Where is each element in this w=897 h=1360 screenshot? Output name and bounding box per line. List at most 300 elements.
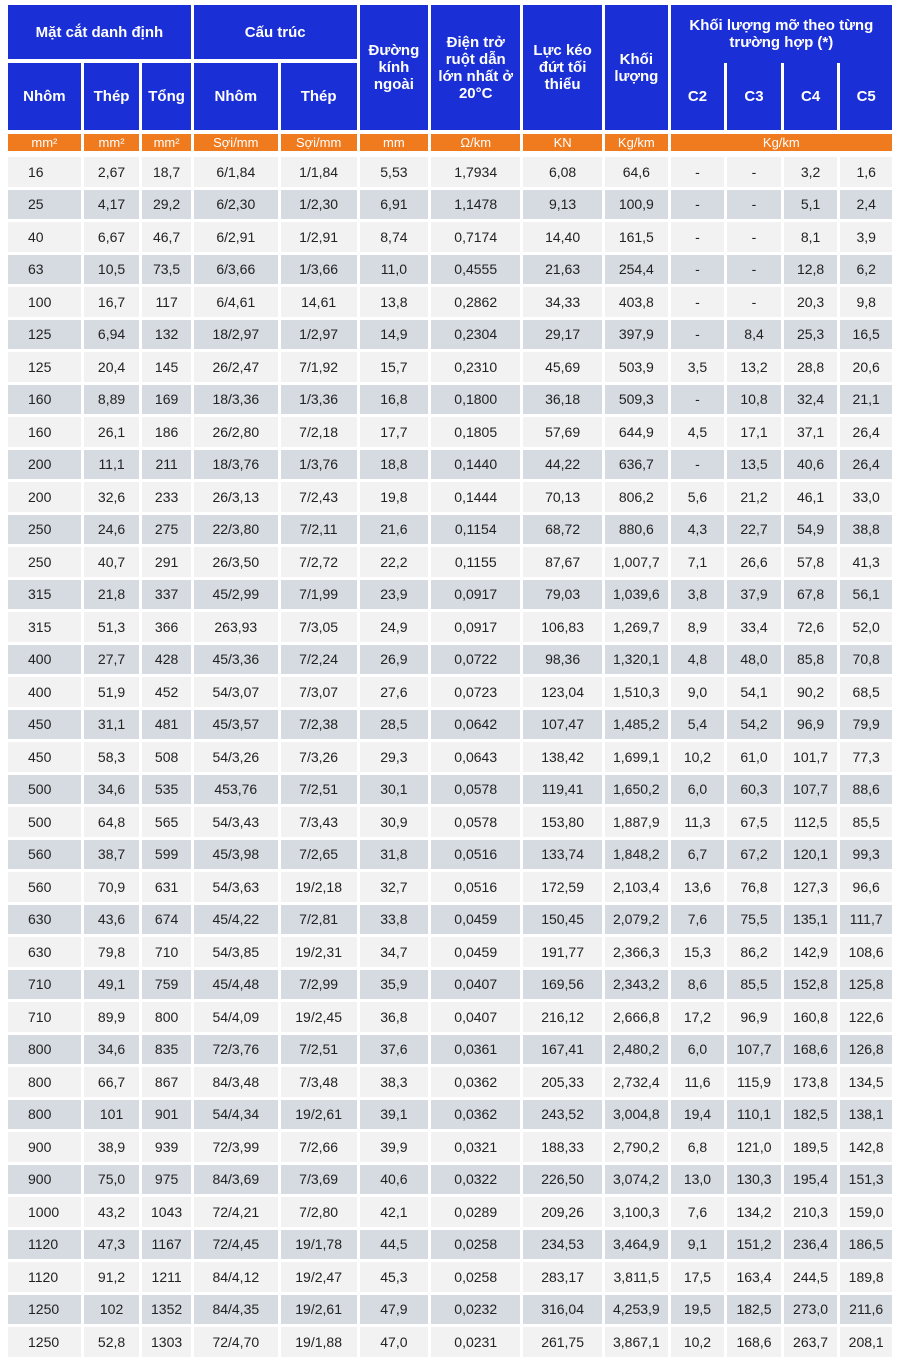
cell-steel-area: 21,8 bbox=[84, 580, 140, 613]
cell-breaking-force: 188,33 bbox=[523, 1132, 602, 1165]
cell-steel-area: 27,7 bbox=[84, 645, 140, 678]
cell-resistance: 0,0516 bbox=[431, 872, 520, 905]
cell-weight: 64,6 bbox=[605, 157, 668, 190]
cell-resistance: 0,0578 bbox=[431, 775, 520, 808]
cell-total-area: 233 bbox=[142, 482, 191, 515]
cell-resistance: 0,1444 bbox=[431, 482, 520, 515]
cell-aluminium-area: 1000 bbox=[8, 1197, 81, 1230]
cell-resistance: 0,0643 bbox=[431, 742, 520, 775]
table-row bbox=[8, 450, 892, 483]
cell-breaking-force: 133,74 bbox=[523, 840, 602, 873]
cell-aluminium-area: 25 bbox=[8, 190, 81, 223]
cell-grease-c3: 13,5 bbox=[727, 450, 781, 483]
cell-grease-c4: 173,8 bbox=[784, 1067, 838, 1100]
cell-steel-area: 11,1 bbox=[84, 450, 140, 483]
cell-grease-c3: 37,9 bbox=[727, 580, 781, 613]
cell-grease-c5: 159,0 bbox=[840, 1197, 892, 1230]
cell-grease-c5: 1,6 bbox=[840, 157, 892, 190]
cell-aluminium-area: 500 bbox=[8, 775, 81, 808]
unit-structure-aluminium: Sợi/mm bbox=[194, 134, 278, 151]
cell-grease-c5: 20,6 bbox=[840, 352, 892, 385]
cell-steel-strands: 7/3,48 bbox=[281, 1067, 357, 1100]
cell-aluminium-area: 710 bbox=[8, 1002, 81, 1035]
header-structure: Cấu trúc bbox=[194, 5, 357, 59]
cell-grease-c2: 6,8 bbox=[671, 1132, 725, 1165]
table-row bbox=[8, 970, 892, 1003]
cell-outer-diameter: 14,9 bbox=[360, 320, 429, 353]
cell-total-area: 939 bbox=[142, 1132, 191, 1165]
cell-steel-area: 75,0 bbox=[84, 1165, 140, 1198]
table-row bbox=[8, 320, 892, 353]
cell-aluminium-strands: 45/3,98 bbox=[194, 840, 278, 873]
cell-outer-diameter: 37,6 bbox=[360, 1035, 429, 1068]
cell-weight: 2,480,2 bbox=[605, 1035, 668, 1068]
cell-aluminium-strands: 72/4,70 bbox=[194, 1327, 278, 1360]
cell-aluminium-area: 1250 bbox=[8, 1295, 81, 1328]
cell-total-area: 674 bbox=[142, 905, 191, 938]
cell-grease-c4: 40,6 bbox=[784, 450, 838, 483]
cell-weight: 2,790,2 bbox=[605, 1132, 668, 1165]
cell-grease-c4: 46,1 bbox=[784, 482, 838, 515]
cell-grease-c4: 12,8 bbox=[784, 255, 838, 288]
cell-steel-strands: 19/2,61 bbox=[281, 1295, 357, 1328]
cell-grease-c2: 10,2 bbox=[671, 742, 725, 775]
cell-resistance: 0,1800 bbox=[431, 385, 520, 418]
cell-grease-c5: 122,6 bbox=[840, 1002, 892, 1035]
cell-grease-c5: 186,5 bbox=[840, 1230, 892, 1263]
cell-weight: 3,811,5 bbox=[605, 1262, 668, 1295]
cell-outer-diameter: 23,9 bbox=[360, 580, 429, 613]
cell-grease-c4: 90,2 bbox=[784, 677, 838, 710]
cell-resistance: 0,0231 bbox=[431, 1327, 520, 1360]
cell-resistance: 0,0361 bbox=[431, 1035, 520, 1068]
cell-outer-diameter: 24,9 bbox=[360, 612, 429, 645]
cell-weight: 2,732,4 bbox=[605, 1067, 668, 1100]
cell-steel-area: 8,89 bbox=[84, 385, 140, 418]
cell-steel-strands: 7/2,38 bbox=[281, 710, 357, 743]
table-row bbox=[8, 872, 892, 905]
cell-total-area: 29,2 bbox=[142, 190, 191, 223]
cell-weight: 2,079,2 bbox=[605, 905, 668, 938]
cell-outer-diameter: 22,2 bbox=[360, 547, 429, 580]
units-row bbox=[8, 134, 892, 151]
cell-grease-c2: 11,3 bbox=[671, 807, 725, 840]
cell-grease-c4: 8,1 bbox=[784, 222, 838, 255]
cell-steel-strands: 7/3,26 bbox=[281, 742, 357, 775]
cell-grease-c2: - bbox=[671, 287, 725, 320]
cell-steel-area: 34,6 bbox=[84, 1035, 140, 1068]
cell-steel-strands: 7/1,92 bbox=[281, 352, 357, 385]
cell-steel-strands: 7/2,99 bbox=[281, 970, 357, 1003]
cell-aluminium-strands: 26/2,80 bbox=[194, 417, 278, 450]
table-row bbox=[8, 1165, 892, 1198]
cell-total-area: 599 bbox=[142, 840, 191, 873]
cell-weight: 1,699,1 bbox=[605, 742, 668, 775]
cell-weight: 636,7 bbox=[605, 450, 668, 483]
cell-aluminium-strands: 54/3,63 bbox=[194, 872, 278, 905]
table-row bbox=[8, 352, 892, 385]
cell-grease-c4: 263,7 bbox=[784, 1327, 838, 1360]
cell-grease-c2: - bbox=[671, 450, 725, 483]
cell-outer-diameter: 18,8 bbox=[360, 450, 429, 483]
cell-breaking-force: 169,56 bbox=[523, 970, 602, 1003]
cell-total-area: 337 bbox=[142, 580, 191, 613]
cell-aluminium-strands: 84/3,69 bbox=[194, 1165, 278, 1198]
cell-total-area: 73,5 bbox=[142, 255, 191, 288]
cell-resistance: 0,4555 bbox=[431, 255, 520, 288]
cell-resistance: 0,0578 bbox=[431, 807, 520, 840]
cell-grease-c4: 168,6 bbox=[784, 1035, 838, 1068]
cell-steel-area: 70,9 bbox=[84, 872, 140, 905]
cell-steel-area: 10,5 bbox=[84, 255, 140, 288]
table-row bbox=[8, 1295, 892, 1328]
cell-breaking-force: 123,04 bbox=[523, 677, 602, 710]
cell-weight: 1,510,3 bbox=[605, 677, 668, 710]
cell-grease-c3: 134,2 bbox=[727, 1197, 781, 1230]
cell-steel-strands: 19/2,18 bbox=[281, 872, 357, 905]
cell-grease-c4: 57,8 bbox=[784, 547, 838, 580]
cell-grease-c3: 17,1 bbox=[727, 417, 781, 450]
cell-grease-c3: 33,4 bbox=[727, 612, 781, 645]
cell-grease-c2: 13,0 bbox=[671, 1165, 725, 1198]
cell-outer-diameter: 6,91 bbox=[360, 190, 429, 223]
cell-grease-c2: 8,6 bbox=[671, 970, 725, 1003]
cell-steel-strands: 1/2,91 bbox=[281, 222, 357, 255]
cell-grease-c2: 4,3 bbox=[671, 515, 725, 548]
unit-weight: Kg/km bbox=[605, 134, 668, 151]
cell-grease-c2: 19,5 bbox=[671, 1295, 725, 1328]
cell-steel-strands: 7/2,65 bbox=[281, 840, 357, 873]
cell-total-area: 975 bbox=[142, 1165, 191, 1198]
cell-grease-c2: 17,5 bbox=[671, 1262, 725, 1295]
cell-resistance: 0,0258 bbox=[431, 1230, 520, 1263]
cell-grease-c3: 168,6 bbox=[727, 1327, 781, 1360]
cell-outer-diameter: 33,8 bbox=[360, 905, 429, 938]
cell-grease-c2: - bbox=[671, 222, 725, 255]
cell-breaking-force: 98,36 bbox=[523, 645, 602, 678]
cell-grease-c4: 25,3 bbox=[784, 320, 838, 353]
cell-aluminium-area: 560 bbox=[8, 872, 81, 905]
table-row bbox=[8, 1262, 892, 1295]
cell-steel-strands: 7/2,51 bbox=[281, 775, 357, 808]
cell-steel-area: 49,1 bbox=[84, 970, 140, 1003]
cell-weight: 1,485,2 bbox=[605, 710, 668, 743]
cell-aluminium-strands: 54/4,09 bbox=[194, 1002, 278, 1035]
header-outer-diameter: Đường kính ngoài bbox=[360, 5, 429, 130]
cell-grease-c4: 120,1 bbox=[784, 840, 838, 873]
cell-grease-c5: 142,8 bbox=[840, 1132, 892, 1165]
cell-grease-c2: 3,8 bbox=[671, 580, 725, 613]
cell-aluminium-area: 1120 bbox=[8, 1262, 81, 1295]
cell-grease-c4: 210,3 bbox=[784, 1197, 838, 1230]
cell-breaking-force: 14,40 bbox=[523, 222, 602, 255]
cell-outer-diameter: 47,9 bbox=[360, 1295, 429, 1328]
cell-grease-c5: 16,5 bbox=[840, 320, 892, 353]
cell-grease-c4: 182,5 bbox=[784, 1100, 838, 1133]
cell-grease-c5: 6,2 bbox=[840, 255, 892, 288]
cell-grease-c4: 5,1 bbox=[784, 190, 838, 223]
cell-grease-c4: 107,7 bbox=[784, 775, 838, 808]
cell-total-area: 1167 bbox=[142, 1230, 191, 1263]
cell-total-area: 18,7 bbox=[142, 157, 191, 190]
cell-grease-c4: 96,9 bbox=[784, 710, 838, 743]
cell-outer-diameter: 45,3 bbox=[360, 1262, 429, 1295]
cell-grease-c3: - bbox=[727, 157, 781, 190]
cell-outer-diameter: 32,7 bbox=[360, 872, 429, 905]
cell-grease-c4: 101,7 bbox=[784, 742, 838, 775]
cell-breaking-force: 107,47 bbox=[523, 710, 602, 743]
cell-grease-c2: 5,6 bbox=[671, 482, 725, 515]
cell-resistance: 0,2862 bbox=[431, 287, 520, 320]
cell-resistance: 0,0362 bbox=[431, 1100, 520, 1133]
cell-resistance: 0,0516 bbox=[431, 840, 520, 873]
cell-aluminium-area: 40 bbox=[8, 222, 81, 255]
cell-total-area: 867 bbox=[142, 1067, 191, 1100]
cell-steel-strands: 7/2,24 bbox=[281, 645, 357, 678]
cell-steel-area: 89,9 bbox=[84, 1002, 140, 1035]
cell-steel-strands: 7/1,99 bbox=[281, 580, 357, 613]
cell-grease-c2: 6,0 bbox=[671, 775, 725, 808]
cell-grease-c3: 130,3 bbox=[727, 1165, 781, 1198]
cell-breaking-force: 44,22 bbox=[523, 450, 602, 483]
cell-steel-area: 38,7 bbox=[84, 840, 140, 873]
cell-grease-c5: 126,8 bbox=[840, 1035, 892, 1068]
cell-steel-area: 2,67 bbox=[84, 157, 140, 190]
cell-breaking-force: 119,41 bbox=[523, 775, 602, 808]
cell-steel-strands: 7/2,18 bbox=[281, 417, 357, 450]
cell-aluminium-area: 315 bbox=[8, 580, 81, 613]
cell-grease-c5: 26,4 bbox=[840, 417, 892, 450]
cell-total-area: 565 bbox=[142, 807, 191, 840]
cell-total-area: 117 bbox=[142, 287, 191, 320]
cell-outer-diameter: 21,6 bbox=[360, 515, 429, 548]
cell-aluminium-area: 560 bbox=[8, 840, 81, 873]
cell-breaking-force: 45,69 bbox=[523, 352, 602, 385]
cell-aluminium-strands: 72/3,99 bbox=[194, 1132, 278, 1165]
cell-grease-c5: 52,0 bbox=[840, 612, 892, 645]
cell-weight: 403,8 bbox=[605, 287, 668, 320]
table-row bbox=[8, 775, 892, 808]
unit-structure-steel: Sợi/mm bbox=[281, 134, 357, 151]
cell-grease-c3: 13,2 bbox=[727, 352, 781, 385]
cell-aluminium-strands: 72/3,76 bbox=[194, 1035, 278, 1068]
cell-grease-c2: 7,6 bbox=[671, 905, 725, 938]
cell-weight: 1,848,2 bbox=[605, 840, 668, 873]
cell-outer-diameter: 19,8 bbox=[360, 482, 429, 515]
cell-grease-c2: 8,9 bbox=[671, 612, 725, 645]
table-row bbox=[8, 840, 892, 873]
cell-grease-c2: 13,6 bbox=[671, 872, 725, 905]
cell-steel-area: 91,2 bbox=[84, 1262, 140, 1295]
cell-grease-c4: 189,5 bbox=[784, 1132, 838, 1165]
cell-grease-c2: 9,1 bbox=[671, 1230, 725, 1263]
cell-aluminium-strands: 263,93 bbox=[194, 612, 278, 645]
cell-steel-strands: 19/2,45 bbox=[281, 1002, 357, 1035]
cell-outer-diameter: 40,6 bbox=[360, 1165, 429, 1198]
cell-weight: 161,5 bbox=[605, 222, 668, 255]
cell-aluminium-area: 800 bbox=[8, 1067, 81, 1100]
cell-steel-area: 32,6 bbox=[84, 482, 140, 515]
table-row bbox=[8, 905, 892, 938]
cell-breaking-force: 243,52 bbox=[523, 1100, 602, 1133]
cell-aluminium-strands: 84/4,12 bbox=[194, 1262, 278, 1295]
cell-total-area: 710 bbox=[142, 937, 191, 970]
cell-total-area: 452 bbox=[142, 677, 191, 710]
cell-breaking-force: 68,72 bbox=[523, 515, 602, 548]
table-row bbox=[8, 385, 892, 418]
cell-grease-c5: 138,1 bbox=[840, 1100, 892, 1133]
cell-resistance: 0,0289 bbox=[431, 1197, 520, 1230]
table-row bbox=[8, 417, 892, 450]
cell-grease-c3: 54,2 bbox=[727, 710, 781, 743]
cell-aluminium-area: 200 bbox=[8, 482, 81, 515]
cell-steel-area: 66,7 bbox=[84, 1067, 140, 1100]
header-structure-steel: Thép bbox=[281, 63, 357, 130]
cell-breaking-force: 87,67 bbox=[523, 547, 602, 580]
header-nominal-section: Mặt cắt danh định bbox=[8, 5, 191, 59]
cell-grease-c5: 189,8 bbox=[840, 1262, 892, 1295]
cell-weight: 3,867,1 bbox=[605, 1327, 668, 1360]
cell-aluminium-strands: 45/3,36 bbox=[194, 645, 278, 678]
cell-grease-c3: 67,2 bbox=[727, 840, 781, 873]
cell-outer-diameter: 26,9 bbox=[360, 645, 429, 678]
cell-grease-c5: 41,3 bbox=[840, 547, 892, 580]
cell-grease-c5: 70,8 bbox=[840, 645, 892, 678]
cell-grease-c5: 108,6 bbox=[840, 937, 892, 970]
cell-breaking-force: 172,59 bbox=[523, 872, 602, 905]
cell-total-area: 901 bbox=[142, 1100, 191, 1133]
cell-weight: 503,9 bbox=[605, 352, 668, 385]
cell-aluminium-strands: 26/3,50 bbox=[194, 547, 278, 580]
cell-grease-c3: 110,1 bbox=[727, 1100, 781, 1133]
cell-grease-c5: 26,4 bbox=[840, 450, 892, 483]
cell-resistance: 0,0917 bbox=[431, 580, 520, 613]
cell-weight: 3,004,8 bbox=[605, 1100, 668, 1133]
cell-total-area: 366 bbox=[142, 612, 191, 645]
cell-grease-c4: 135,1 bbox=[784, 905, 838, 938]
cell-weight: 880,6 bbox=[605, 515, 668, 548]
cell-aluminium-strands: 72/4,45 bbox=[194, 1230, 278, 1263]
cell-outer-diameter: 16,8 bbox=[360, 385, 429, 418]
cell-aluminium-area: 710 bbox=[8, 970, 81, 1003]
cell-aluminium-strands: 45/4,22 bbox=[194, 905, 278, 938]
cell-breaking-force: 283,17 bbox=[523, 1262, 602, 1295]
cell-total-area: 481 bbox=[142, 710, 191, 743]
cell-weight: 2,343,2 bbox=[605, 970, 668, 1003]
cell-grease-c3: 75,5 bbox=[727, 905, 781, 938]
cell-grease-c2: 4,8 bbox=[671, 645, 725, 678]
cell-outer-diameter: 29,3 bbox=[360, 742, 429, 775]
cell-steel-strands: 7/2,80 bbox=[281, 1197, 357, 1230]
cell-resistance: 0,0362 bbox=[431, 1067, 520, 1100]
cell-grease-c5: 208,1 bbox=[840, 1327, 892, 1360]
cell-steel-area: 43,2 bbox=[84, 1197, 140, 1230]
cell-outer-diameter: 47,0 bbox=[360, 1327, 429, 1360]
cell-resistance: 0,7174 bbox=[431, 222, 520, 255]
cell-breaking-force: 6,08 bbox=[523, 157, 602, 190]
unit-total: mm² bbox=[142, 134, 191, 151]
unit-aluminium: mm² bbox=[8, 134, 81, 151]
header-total: Tổng bbox=[142, 63, 191, 130]
cell-weight: 806,2 bbox=[605, 482, 668, 515]
cell-grease-c2: - bbox=[671, 255, 725, 288]
cell-outer-diameter: 34,7 bbox=[360, 937, 429, 970]
cell-steel-area: 16,7 bbox=[84, 287, 140, 320]
cell-steel-strands: 7/3,43 bbox=[281, 807, 357, 840]
cell-breaking-force: 21,63 bbox=[523, 255, 602, 288]
cell-aluminium-area: 125 bbox=[8, 320, 81, 353]
cell-aluminium-area: 200 bbox=[8, 450, 81, 483]
unit-diameter: mm bbox=[360, 134, 429, 151]
cell-aluminium-strands: 84/4,35 bbox=[194, 1295, 278, 1328]
cell-aluminium-area: 250 bbox=[8, 515, 81, 548]
cell-aluminium-strands: 54/3,43 bbox=[194, 807, 278, 840]
cell-resistance: 0,0407 bbox=[431, 1002, 520, 1035]
cell-resistance: 0,0232 bbox=[431, 1295, 520, 1328]
cell-grease-c5: 68,5 bbox=[840, 677, 892, 710]
cell-grease-c2: 7,1 bbox=[671, 547, 725, 580]
cell-grease-c4: 54,9 bbox=[784, 515, 838, 548]
table-row bbox=[8, 515, 892, 548]
cell-steel-area: 47,3 bbox=[84, 1230, 140, 1263]
cell-total-area: 1043 bbox=[142, 1197, 191, 1230]
cell-grease-c2: 9,0 bbox=[671, 677, 725, 710]
header-resistance: Điện trở ruột dẫn lớn nhất ở 20°C bbox=[431, 5, 520, 130]
cell-grease-c5: 211,6 bbox=[840, 1295, 892, 1328]
cell-grease-c5: 96,6 bbox=[840, 872, 892, 905]
table-row bbox=[8, 222, 892, 255]
cell-breaking-force: 261,75 bbox=[523, 1327, 602, 1360]
table-header bbox=[8, 5, 892, 157]
cell-resistance: 0,2304 bbox=[431, 320, 520, 353]
table-body bbox=[8, 157, 892, 1360]
cell-outer-diameter: 39,9 bbox=[360, 1132, 429, 1165]
cell-resistance: 0,0642 bbox=[431, 710, 520, 743]
table-row bbox=[8, 710, 892, 743]
cell-total-area: 169 bbox=[142, 385, 191, 418]
cell-grease-c5: 134,5 bbox=[840, 1067, 892, 1100]
cell-outer-diameter: 17,7 bbox=[360, 417, 429, 450]
cell-aluminium-area: 1250 bbox=[8, 1327, 81, 1360]
cell-grease-c3: 67,5 bbox=[727, 807, 781, 840]
cell-outer-diameter: 8,74 bbox=[360, 222, 429, 255]
cell-breaking-force: 29,17 bbox=[523, 320, 602, 353]
cell-aluminium-area: 125 bbox=[8, 352, 81, 385]
cell-aluminium-strands: 6/3,66 bbox=[194, 255, 278, 288]
cell-breaking-force: 209,26 bbox=[523, 1197, 602, 1230]
header-c5: C5 bbox=[840, 63, 892, 130]
cell-steel-strands: 19/1,78 bbox=[281, 1230, 357, 1263]
cell-grease-c2: 5,4 bbox=[671, 710, 725, 743]
cell-aluminium-area: 100 bbox=[8, 287, 81, 320]
header-c4: C4 bbox=[784, 63, 838, 130]
cell-grease-c5: 85,5 bbox=[840, 807, 892, 840]
cell-total-area: 275 bbox=[142, 515, 191, 548]
table-row bbox=[8, 677, 892, 710]
cell-resistance: 0,1155 bbox=[431, 547, 520, 580]
cell-resistance: 0,2310 bbox=[431, 352, 520, 385]
cell-steel-strands: 7/3,05 bbox=[281, 612, 357, 645]
cell-aluminium-area: 400 bbox=[8, 645, 81, 678]
cell-weight: 1,269,7 bbox=[605, 612, 668, 645]
cell-weight: 1,887,9 bbox=[605, 807, 668, 840]
cell-resistance: 0,0722 bbox=[431, 645, 520, 678]
cell-total-area: 428 bbox=[142, 645, 191, 678]
cable-spec-table bbox=[5, 5, 895, 1360]
cell-aluminium-area: 315 bbox=[8, 612, 81, 645]
cell-resistance: 0,0459 bbox=[431, 937, 520, 970]
table-row bbox=[8, 1327, 892, 1360]
